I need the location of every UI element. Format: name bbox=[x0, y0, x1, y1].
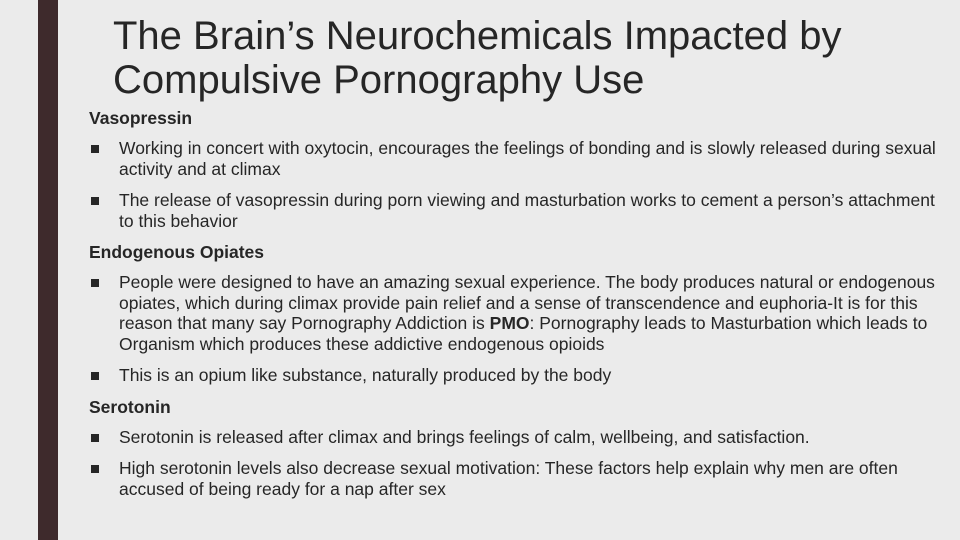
square-bullet-icon bbox=[91, 279, 99, 287]
section-heading: Endogenous Opiates bbox=[89, 242, 265, 262]
section-endogenous-opiates bbox=[89, 242, 954, 386]
section-vasopressin bbox=[89, 108, 954, 231]
bullet-text-part: People were designed to have an amazing sexual experience. The body produces natural or endogenous opiates, which during climax provide pain relief and a sense of transcendence and euphoria-It is for this reason that many say Pornography Addiction is bbox=[119, 272, 935, 333]
square-bullet-icon bbox=[91, 197, 99, 205]
list-item bbox=[89, 138, 954, 179]
bullet-text: Working in concert with oxytocin, encourages the feelings of bonding and is slowly released during sexual activity and at climax bbox=[119, 138, 936, 179]
bullet-text: The release of vasopressin during porn viewing and masturbation works to cement a person’s attachment to this behavior bbox=[119, 190, 935, 231]
list-item bbox=[89, 365, 954, 386]
list-item bbox=[89, 190, 954, 231]
bullet-text bbox=[119, 272, 935, 354]
square-bullet-icon bbox=[91, 372, 99, 380]
section-heading: Serotonin bbox=[89, 396, 171, 417]
list-item bbox=[89, 458, 954, 499]
section-heading: Vasopressin bbox=[89, 108, 193, 128]
square-bullet-icon bbox=[91, 434, 99, 442]
section-serotonin bbox=[89, 397, 954, 500]
square-bullet-icon bbox=[91, 465, 99, 473]
bullet-text: This is an opium like substance, naturally produced by the body bbox=[119, 365, 612, 385]
bullet-text-part: : Pornography leads to Masturbation which leads to Organism which produces these addictive endogenous opioids bbox=[119, 313, 928, 354]
list-item bbox=[89, 427, 954, 448]
bullet-text: Serotonin is released after climax and brings feelings of calm, wellbeing, and satisfaction. bbox=[119, 426, 810, 447]
square-bullet-icon bbox=[91, 145, 99, 153]
left-accent-bar bbox=[38, 0, 58, 540]
slide-title: The Brain’s Neurochemicals Impacted by Compulsive Pornography Use bbox=[113, 14, 842, 102]
slide-body bbox=[89, 108, 954, 510]
bullet-text-bold: PMO bbox=[489, 313, 530, 333]
bullet-text: High serotonin levels also decrease sexual motivation: These factors help explain why men are often accused of being ready for a nap after sex bbox=[119, 458, 898, 499]
list-item bbox=[89, 272, 954, 354]
